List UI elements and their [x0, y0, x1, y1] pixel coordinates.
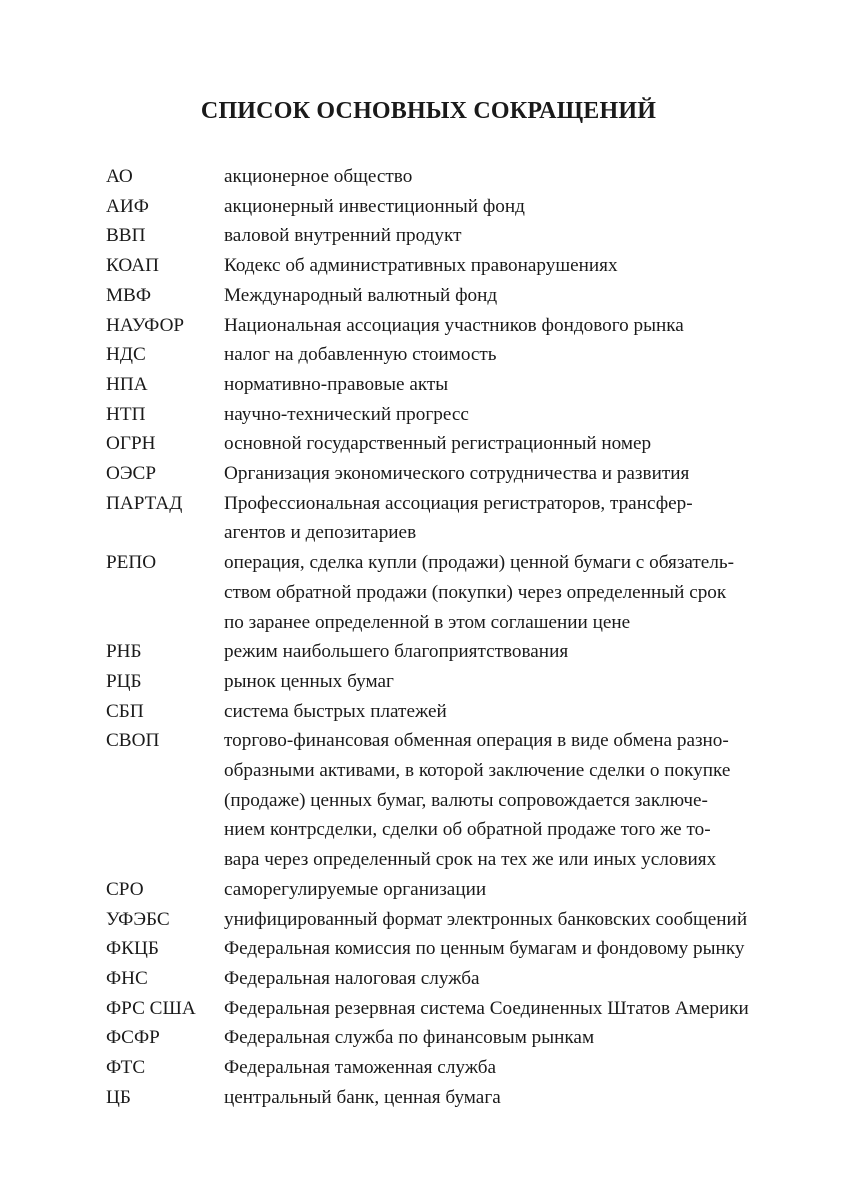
abbreviation-definition [224, 400, 766, 430]
definition-line: валовой внутренний продукт [224, 225, 462, 247]
definition-line: нием контрсделки, сделки об обратной продаже того же то- [224, 819, 711, 841]
definition-line: система быстрых платежей [224, 700, 447, 722]
definition-line: саморегулируемые организации [224, 878, 487, 900]
definition-line: центральный банк, ценная бумага [224, 1086, 501, 1108]
abbreviation-term: ФТС [106, 1057, 146, 1079]
definition-line: Федеральная налоговая служба [224, 967, 480, 989]
abbreviation-term: ВВП [106, 225, 146, 247]
definition-line: Федеральная таможенная служба [224, 1057, 497, 1079]
definition-line: Национальная ассоциация участников фондового рынка [224, 314, 684, 336]
definition-line: Профессиональная ассоциация регистраторов, трансфер- [224, 492, 693, 514]
abbreviation-term: СРО [106, 878, 144, 900]
abbreviation-term: КОАП [106, 255, 159, 277]
abbreviation-term: ФНС [106, 967, 148, 989]
abbreviation-definition [224, 1023, 766, 1053]
definition-line: вара через определенный срок на тех же или иных условиях [224, 849, 717, 871]
abbreviation-term: ФКЦБ [106, 938, 159, 960]
abbreviation-row [106, 1053, 766, 1083]
abbreviation-row [106, 994, 766, 1024]
abbreviation-term: НАУФОР [106, 314, 185, 336]
abbreviation-term: УФЭБС [106, 908, 170, 930]
abbreviation-term: ОЭСР [106, 463, 156, 485]
abbreviation-row [106, 311, 766, 341]
abbreviation-row [106, 370, 766, 400]
abbreviation-definition [224, 1053, 766, 1083]
abbreviation-definition [224, 281, 766, 311]
abbreviation-row [106, 548, 766, 637]
abbreviation-term: ФСФР [106, 1027, 160, 1049]
definition-line: рынок ценных бумаг [224, 670, 394, 692]
abbreviation-definition [224, 697, 766, 727]
abbreviation-row [106, 667, 766, 697]
definition-line: торгово-финансовая обменная операция в виде обмена разно- [224, 730, 729, 752]
definition-line: научно-технический прогресс [224, 403, 469, 425]
abbreviation-definition [224, 726, 766, 875]
abbreviation-definition [224, 251, 766, 281]
abbreviation-term: РЦБ [106, 670, 142, 692]
abbreviation-definition [224, 964, 766, 994]
abbreviation-row [106, 726, 766, 875]
abbreviation-row [106, 875, 766, 905]
page-title: СПИСОК ОСНОВНЫХ СОКРАЩЕНИЙ [200, 98, 657, 124]
abbreviation-definition [224, 162, 766, 192]
abbreviation-definition [224, 637, 766, 667]
abbreviation-definition [224, 905, 766, 935]
abbreviation-row [106, 489, 766, 548]
abbreviation-definition [224, 667, 766, 697]
abbreviation-term: НДС [106, 344, 146, 366]
definition-line: операция, сделка купли (продажи) ценной бумаги с обязатель- [224, 552, 735, 574]
abbreviation-definition [224, 311, 766, 341]
abbreviation-row [106, 400, 766, 430]
abbreviation-definition [224, 934, 766, 964]
abbreviation-definition [224, 875, 766, 905]
abbreviation-definition [224, 1083, 766, 1113]
abbreviation-row [106, 459, 766, 489]
definition-line: (продаже) ценных бумаг, валюты сопровождается заключе- [224, 789, 708, 811]
definition-line: нормативно-правовые акты [224, 373, 449, 395]
abbreviation-term: НТП [106, 403, 146, 425]
abbreviation-definition [224, 340, 766, 370]
definition-line: ством обратной продажи (покупки) через определенный срок [224, 581, 727, 603]
abbreviation-definition [224, 429, 766, 459]
definition-line: Международный валютный фонд [224, 284, 498, 306]
abbreviation-definition [224, 192, 766, 222]
definition-line: основной государственный регистрационный номер [224, 433, 652, 455]
definition-line: акционерный инвестиционный фонд [224, 195, 525, 217]
abbreviation-term: ОГРН [106, 433, 156, 455]
abbreviation-row [106, 281, 766, 311]
abbreviation-term: МВФ [106, 284, 152, 306]
abbreviation-term: АО [106, 166, 133, 187]
definition-line: режим наибольшего благоприятствования [224, 641, 569, 663]
abbreviation-row [106, 934, 766, 964]
definition-line: унифицированный формат электронных банковских сообщений [224, 908, 748, 930]
abbreviation-row [106, 429, 766, 459]
abbreviation-row [106, 192, 766, 222]
abbreviation-definition [224, 459, 766, 489]
abbreviation-term: ФРС США [106, 997, 196, 1019]
definition-line: акционерное общество [224, 166, 413, 187]
abbreviation-row [106, 162, 766, 192]
definition-line: образными активами, в которой заключение сделки о покупке [224, 760, 731, 782]
definition-line: Кодекс об административных правонарушениях [224, 255, 618, 277]
abbreviation-row [106, 1023, 766, 1053]
definition-line: Федеральная служба по финансовым рынкам [224, 1027, 595, 1049]
abbreviation-row [106, 1083, 766, 1113]
abbreviation-term: ЦБ [106, 1086, 131, 1108]
abbreviation-definition [224, 548, 766, 637]
definition-line: налог на добавленную стоимость [224, 344, 497, 366]
abbreviation-row [106, 964, 766, 994]
abbreviation-row [106, 905, 766, 935]
abbreviation-definition [224, 489, 766, 548]
abbreviation-list [106, 162, 766, 1113]
abbreviation-definition [224, 370, 766, 400]
abbreviation-term: СВОП [106, 730, 160, 752]
definition-line: Федеральная резервная система Соединенных Штатов Америки [224, 997, 749, 1019]
abbreviation-definition [224, 994, 766, 1024]
abbreviation-definition [224, 221, 766, 251]
abbreviation-row [106, 251, 766, 281]
abbreviation-term: АИФ [106, 195, 149, 217]
definition-line: по заранее определенной в этом соглашении цене [224, 611, 631, 633]
abbreviation-row [106, 221, 766, 251]
definition-line: Организация экономического сотрудничества и развития [224, 463, 690, 485]
abbreviation-row [106, 340, 766, 370]
abbreviation-term: ПАРТАД [106, 492, 183, 514]
definition-line: агентов и депозитариев [224, 522, 417, 544]
abbreviation-term: НПА [106, 373, 148, 395]
abbreviation-term: РНБ [106, 641, 142, 663]
abbreviation-row [106, 697, 766, 727]
abbreviation-term: РЕПО [106, 552, 157, 574]
abbreviation-term: СБП [106, 700, 144, 722]
definition-line: Федеральная комиссия по ценным бумагам и фондовому рынку [224, 938, 745, 960]
abbreviation-row [106, 637, 766, 667]
